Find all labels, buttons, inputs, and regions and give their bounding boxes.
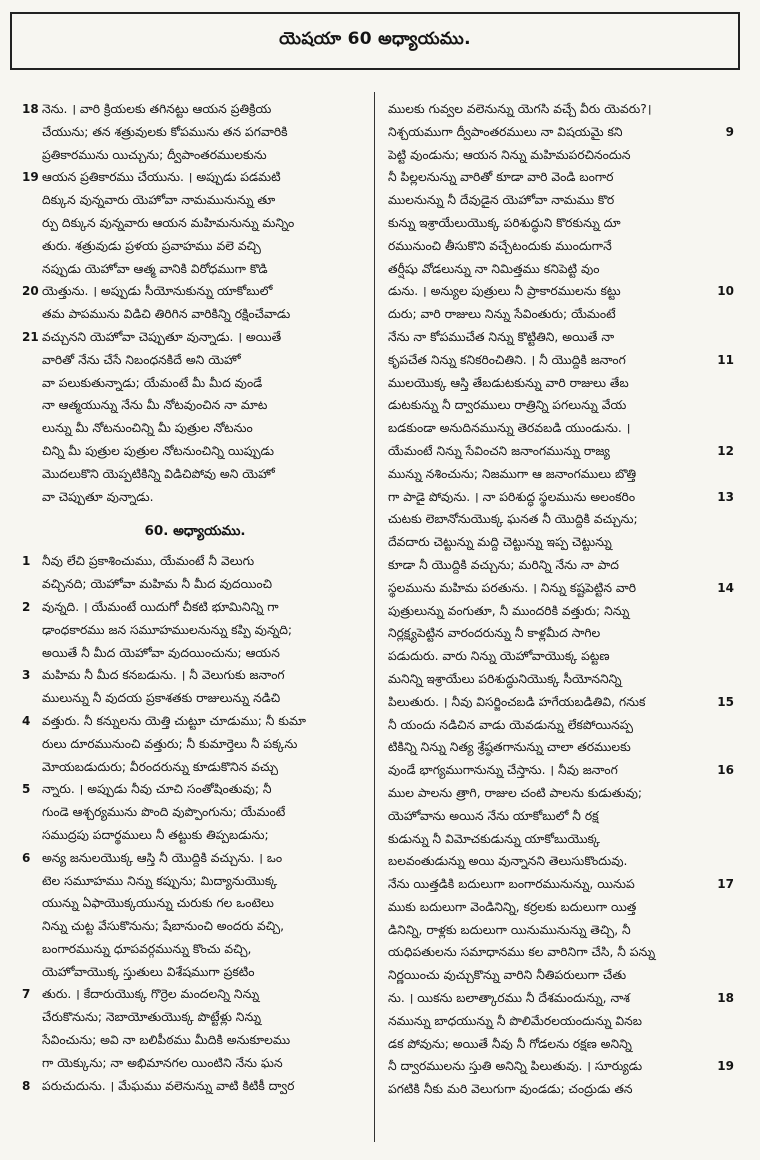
text-line (388, 691, 734, 714)
text-line (388, 805, 734, 828)
text-line (22, 1052, 368, 1075)
verse-text: నా ఆత్మయున్ను నేను మీ నోటవుంచిన నా మాట (42, 398, 268, 413)
verse-text: ములయొక్క ఆస్తి తేబడుటకున్ను వారి రాజులు తేబ (388, 375, 629, 390)
verse-text: న్నారు. । అప్పుడు నీవు చూచి సంతోషింతువు; నీ (42, 782, 272, 797)
text-line (388, 121, 734, 144)
verse-text: నిర్ణయించు వుచ్చుకొన్ను వారిని నీతిపరులుగా చేతు (388, 968, 627, 983)
text-line (388, 417, 734, 440)
text-line (22, 642, 368, 665)
text-line (22, 778, 368, 801)
text-line (22, 440, 368, 463)
text-line (388, 349, 734, 372)
verse-number: 8 (22, 1078, 31, 1093)
verse-text: చేరుకొనును; నెబాయోతుయొక్క పొట్టేళ్లు నిన్ను (42, 1010, 262, 1025)
verse-text: నిర్లక్ష్యపెట్టిన వారందరున్ను నీ కాళ్లమీద సాగిల (388, 626, 601, 641)
page-header-box (10, 12, 740, 70)
verse-number: 6 (22, 850, 31, 865)
verse-text: గా యెక్కును; నా అభిమానగల యింటిని నేను ఘన (42, 1055, 283, 1070)
verse-text: మోయబడుదురు; వీరందరున్ను కూడుకొనిన వచ్చు (42, 759, 279, 774)
verse-text: కృపచేత నిన్ను కనికరించితిని. । నీ యొద్దికి జనాంగ (388, 352, 626, 367)
verse-text: తురు. । కేదారుయొక్క గొర్రెల మందలన్ని నిన్ను (42, 987, 260, 1002)
verse-text: ఢాంధకారము జన సమూహములనున్ను కప్పి వున్నది; (42, 622, 293, 637)
verse-text: సేవించును; అవి నా బలిపీఠము మీదికి అనుకూలము (42, 1033, 291, 1048)
text-line (22, 258, 368, 281)
text-line (388, 144, 734, 167)
text-line (22, 1075, 368, 1098)
text-line (22, 710, 368, 733)
text-line (22, 801, 368, 824)
text-line (22, 189, 368, 212)
verse-text: యధిపతులను సమాధానము కల వారినిగా చేసి, నీ పన్ను (388, 945, 656, 960)
verse-number: 9 (725, 124, 734, 139)
text-line (388, 303, 734, 326)
verse-text: మొదలుకొని యెప్పటికిన్ని విడిచిపోవు అని యెహో (42, 466, 275, 481)
text-line (22, 166, 368, 189)
verse-text: యెహోవాయొక్క స్తుతులు విశేషముగా ప్రకటిం (42, 964, 255, 979)
verse-text: నీ పిల్లలనున్ను వారితో కూడా వారి వెండి బంగార (388, 170, 614, 185)
verse-text: నీవు లేచి ప్రకాశించుము, యేమంటే నీ వెలుగు (42, 554, 255, 569)
text-line (22, 664, 368, 687)
verse-text: మున్ను నశించును; నిజముగా ఆ జనాంగములు బొత్తి (388, 466, 637, 481)
verse-text: కూడా నీ యొద్దికి వచ్చును; మరిన్ని నేను నా పాద (388, 557, 619, 572)
text-line (22, 824, 368, 847)
verse-text: డుటకున్ను నీ ద్వారములు రాత్రిన్ని పగలున్ను వేయ (388, 398, 627, 413)
text-line (388, 964, 734, 987)
verse-text: డినిన్ని, రాళ్లకు బదులుగా యినుమునున్ను తెచ్చి, నీ (388, 922, 631, 937)
text-line (388, 463, 734, 486)
verse-number: 14 (717, 580, 734, 595)
text-line (388, 189, 734, 212)
verse-text: రమునుంచి తీసుకొని వచ్చేటందుకు ముందుగానే (388, 238, 612, 253)
verse-text: ముకు బదులుగా వెండినిన్ని, కర్రలకు బదులుగా యిత్త (388, 899, 637, 914)
verse-text: యేమంటే నిన్ను సేవించని జనాంగమున్ను రాజ్య (388, 443, 610, 458)
text-line (388, 372, 734, 395)
text-line (22, 303, 368, 326)
verse-text: యున్ను ఏఫాయొక్కయున్ను చురుకు గల ఒంటెలు (42, 896, 274, 911)
verse-number: 5 (22, 782, 31, 797)
verse-text: అన్య జనులయొక్క ఆస్తి నీ యొద్దికి వచ్చును. । ఒం (42, 850, 283, 865)
text-line (388, 828, 734, 851)
verse-text: దేవదారు చెట్టున్ను మద్ది చెట్టున్ను ఇప్ప చెట్టున్ను (388, 535, 612, 550)
verse-text: ప్రతికారమును యిచ్చును; ద్వీపాంతరములకును (42, 147, 267, 162)
text-line (22, 687, 368, 710)
verse-text: నప్పుడు యెహోవా ఆత్మ వానికి విరోధముగా కొడి (42, 261, 268, 276)
verse-number: 16 (717, 763, 734, 778)
verse-number: 1 (22, 554, 31, 569)
verse-text: లున్ను మీ నోటనుంచిన్ని మీ పుత్రుల నోటనుం (42, 421, 253, 436)
text-line (22, 596, 368, 619)
verse-text: టికిన్ని నిన్ను నిత్య శ్రేష్ఠతగానున్ను చాలా తరములకు (388, 740, 631, 755)
verse-text: పగటికి నీకు మరి వెలుగుగా వుండడు; చంద్రుడు తన (388, 1082, 633, 1097)
verse-text: పుత్రులున్ను వంగుతూ, నీ ముందరికి వత్తురు; నిన్ను (388, 603, 630, 618)
verse-number: 19 (717, 1059, 734, 1074)
verse-number: 21 (22, 329, 39, 344)
text-line (388, 531, 734, 554)
verse-number: 11 (717, 352, 734, 367)
verse-text: డును. । అన్యుల పుత్రులు నీ ప్రాకారములను కట్టు (388, 284, 621, 299)
verse-number: 17 (717, 877, 734, 892)
text-line (388, 212, 734, 235)
verse-number: 18 (717, 991, 734, 1006)
verse-text: మహిమ నీ మీద కనబడును. । నీ వెలుగుకు జనాంగ (42, 668, 285, 683)
text-line (22, 938, 368, 961)
verse-text: ర్పు దిక్కున వున్నవారు ఆయన మహిమనున్ను మన్నిం (42, 215, 295, 230)
text-line (388, 554, 734, 577)
verse-text: పెట్టి వుండును; ఆయన నిన్ను మహిమపరచినందున (388, 147, 631, 162)
verse-text: కుడున్ను నీ విమోచకుడున్ను యాకోబుయొక్క (388, 831, 600, 846)
text-line (388, 1033, 734, 1056)
scripture-page (10, 12, 740, 1148)
verse-number: 2 (22, 599, 31, 614)
verse-text: వారితో నేను చేసే నిబంధనకిదే అని యెహో (42, 352, 241, 367)
text-line (22, 915, 368, 938)
verse-text: టెల సమూహము నిన్ను కప్పును; మిద్యానుయొక్క (42, 873, 278, 888)
verse-text: యెత్తును. । అప్పుడు సీయోనుకున్ను యాకోబులో (42, 284, 273, 299)
verse-number: 20 (22, 284, 39, 299)
text-line (22, 280, 368, 303)
text-line (22, 1006, 368, 1029)
verse-text: ములనున్ను నీ దేవుడైన యెహోవా నామము కొర (388, 193, 615, 208)
text-line (22, 573, 368, 596)
verse-text: చుటకు లెబానోనుయొక్క ఘనత నీ యొద్దికి వచ్చును; (388, 512, 638, 527)
verse-text: అయితే నీ మీద యెహోవా వుదయించును; ఆయన (42, 645, 280, 660)
text-line (22, 394, 368, 417)
text-line (388, 1078, 734, 1101)
text-line (22, 463, 368, 486)
text-line (22, 961, 368, 984)
text-line (22, 733, 368, 756)
text-line (22, 349, 368, 372)
verse-text: ఆయన ప్రతికారము చేయును. । అప్పుడు పడమటి (42, 170, 281, 185)
text-line (388, 440, 734, 463)
verse-text: నీ ద్వారములను స్తుతి అనిన్ని పిలుతువు. । సూర్యుడు (388, 1059, 643, 1074)
text-line (22, 417, 368, 440)
verse-text: ములున్ను నీ వుదయ ప్రకాశతకు రాజులున్ను నడిచి (42, 691, 281, 706)
text-line (388, 668, 734, 691)
verse-text: వత్తురు. నీ కన్నులను యెత్తి చుట్టూ చూడుము; నీ కుమా (42, 713, 306, 728)
verse-text: వుండే భాగ్యముగానున్ను చేస్తాను. । నీవు జనాంగ (388, 763, 618, 778)
verse-text: వచ్చినది; యెహోవా మహిమ నీ మీద వుదయించి (42, 577, 273, 592)
text-line (388, 714, 734, 737)
verse-text: నేను యిత్తడికి బదులుగా బంగారమునున్ను, యినుప (388, 877, 635, 892)
text-line (388, 577, 734, 600)
text-line (22, 1029, 368, 1052)
text-line (388, 622, 734, 645)
column-divider (374, 92, 375, 1142)
verse-text: నిన్ను చుట్ట వేసుకొనును; షేబానుంచి అందరు వచ్చి, (42, 919, 285, 934)
page-title: యెషయా 60 అధ్యాయము. (279, 29, 471, 49)
verse-text: చిన్ని మీ పుత్రుల పుత్రుల నోటనుంచిన్ని యిప్పుడు (42, 443, 274, 458)
text-line (388, 873, 734, 896)
text-line (22, 486, 368, 509)
verse-number: 12 (717, 443, 734, 458)
verse-number: 7 (22, 987, 31, 1002)
text-line (388, 235, 734, 258)
text-line (388, 759, 734, 782)
text-line (388, 645, 734, 668)
text-line (388, 919, 734, 942)
text-line (22, 619, 368, 642)
chapter-heading: 60. అధ్యాయము. (144, 523, 246, 540)
verse-text: డక పోవును; అయితే నీవు నీ గోడలను రక్షణ అనిన్ని (388, 1036, 632, 1051)
text-line (22, 144, 368, 167)
verse-text: దిక్కున వున్నవారు యెహోవా నామమునున్ను తూ (42, 193, 276, 208)
verse-text: నీ యందు నడిచిన వాడు యెవడున్ను లేకపోయినప్ప (388, 717, 633, 732)
text-line (388, 166, 734, 189)
verse-text: రులు దూరమునుంచి వత్తురు; నీ కుమార్తెలు నీ పక్కను (42, 736, 298, 751)
text-line (388, 896, 734, 919)
verse-number: 3 (22, 668, 31, 683)
text-line (388, 987, 734, 1010)
text-line (22, 98, 368, 121)
text-line (388, 280, 734, 303)
text-line (388, 486, 734, 509)
text-line (388, 941, 734, 964)
text-line (388, 600, 734, 623)
verse-text: సముద్రపు పదార్థములు నీ తట్టుకు తిప్పబడును; (42, 827, 269, 842)
verse-text: నిశ్చయముగా ద్వీపాంతరములు నా విషయమై కని (388, 124, 623, 139)
verse-text: గుండె ఆశ్చర్యమును పొంది వుప్పొంగును; యేమంటే (42, 805, 286, 820)
text-line (22, 121, 368, 144)
text-line (388, 1010, 734, 1033)
verse-text: చేయును; తన శత్రువులకు కోపమును తన పగవారికి (42, 124, 288, 139)
text-line (22, 235, 368, 258)
verse-number: 10 (717, 284, 734, 299)
verse-number: 15 (717, 694, 734, 709)
verse-text: మనిన్ని ఇశ్రాయేలు పరిశుద్ధునియొక్క సీయోననిన్ని (388, 671, 622, 686)
verse-text: ను. । యికను బలాత్కారము నీ దేశమందున్ను, నాశ (388, 991, 630, 1006)
text-line (22, 756, 368, 779)
text-line (388, 394, 734, 417)
verse-text: తమ పాపమును విడిచి తిరిగిన వారికిన్ని రక్షించేవాడు (42, 307, 291, 322)
verse-text: స్థలమును మహిమ పరతును. । నిన్ను కష్టపెట్టిన వారి (388, 580, 637, 595)
verse-text: వచ్చునని యెహోవా చెప్పుతూ వున్నాడు. । అయితే (42, 329, 282, 344)
text-line (388, 326, 734, 349)
text-line (388, 850, 734, 873)
verse-text: తర్షీషు వోడలున్ను నా నిమిత్తము కనిపెట్టి వుం (388, 261, 600, 276)
text-line (22, 847, 368, 870)
verse-text: బంగారమున్ను ధూపవర్గమున్ను కొంచు వచ్చి, (42, 941, 252, 956)
text-line (388, 258, 734, 281)
verse-text: నమున్ను బాధయున్ను నీ పొలిమేరలయందున్ను వినబ (388, 1013, 643, 1028)
verse-text: గా పాడై పోవును. । నా పరిశుద్ధ స్థలమును అలంకరిం (388, 489, 636, 504)
left-column (22, 98, 368, 1097)
text-line (22, 550, 368, 573)
verse-number: 18 (22, 102, 39, 116)
verse-text: వా చెప్పుతూ వున్నాడు. (42, 489, 154, 504)
text-line (22, 892, 368, 915)
verse-text: వున్నది. । యేమంటే యిదుగో చీకటి భూమినిన్ని గా (42, 599, 279, 614)
verse-text: నేను నా కోపముచేత నిన్ను కొట్టితిని, అయితే నా (388, 329, 615, 344)
text-line (388, 508, 734, 531)
text-line (22, 212, 368, 235)
text-line (388, 98, 734, 121)
verse-number: 13 (717, 489, 734, 504)
verse-text: నెను. । వారి క్రియలకు తగినట్టు ఆయన ప్రతిక్రియ (42, 102, 272, 116)
verse-text: కున్ను ఇశ్రాయేలుయొక్క పరిశుద్ధుని కొరకున్ను దూ (388, 215, 621, 230)
text-line (22, 983, 368, 1006)
verse-number: 19 (22, 170, 39, 185)
verse-text: బలవంతుడున్ను అయి వున్నానని తెలుసుకొందువు. (388, 854, 628, 869)
verse-text: ములకు గువ్వల వలెనున్ను యెగసి వచ్చే వీరు యెవరు?। (388, 102, 652, 116)
verse-text: యెహోవాను అయిన నేను యాకోబులో నీ రక్ష (388, 808, 599, 823)
text-line (388, 782, 734, 805)
right-column (388, 98, 734, 1101)
verse-number: 4 (22, 713, 31, 728)
verse-text: పడుదురు. వారు నిన్ను యెహోవాయొక్క పట్టణ (388, 649, 610, 664)
verse-text: ముల పాలను త్రాగి, రాజుల చంటి పాలను కుడుతువు; (388, 785, 643, 800)
verse-text: పరుచుదును. । మేఘము వలెనున్ను వాటి కిటికీ ద్వార (42, 1078, 295, 1093)
text-line (388, 736, 734, 759)
text-line (22, 870, 368, 893)
verse-text: తురు. శత్రువుడు ప్రళయ ప్రవాహము వలె వచ్చి (42, 238, 261, 253)
text-line (22, 326, 368, 349)
verse-text: బడకుండా అనుదినమున్ను తెరవబడి యుండును. । (388, 421, 631, 436)
verse-text: వా పలుకుతున్నాడు; యేమంటే మీ మీద వుండే (42, 375, 263, 390)
text-line (388, 1055, 734, 1078)
verse-text: పిలుతురు. । నీవు విసర్జించబడి హగేయబడితివి, గనుక (388, 694, 646, 709)
verse-text: దురు; వారి రాజులు నిన్ను సేవింతురు; యేమంటే (388, 307, 616, 322)
text-line (22, 372, 368, 395)
